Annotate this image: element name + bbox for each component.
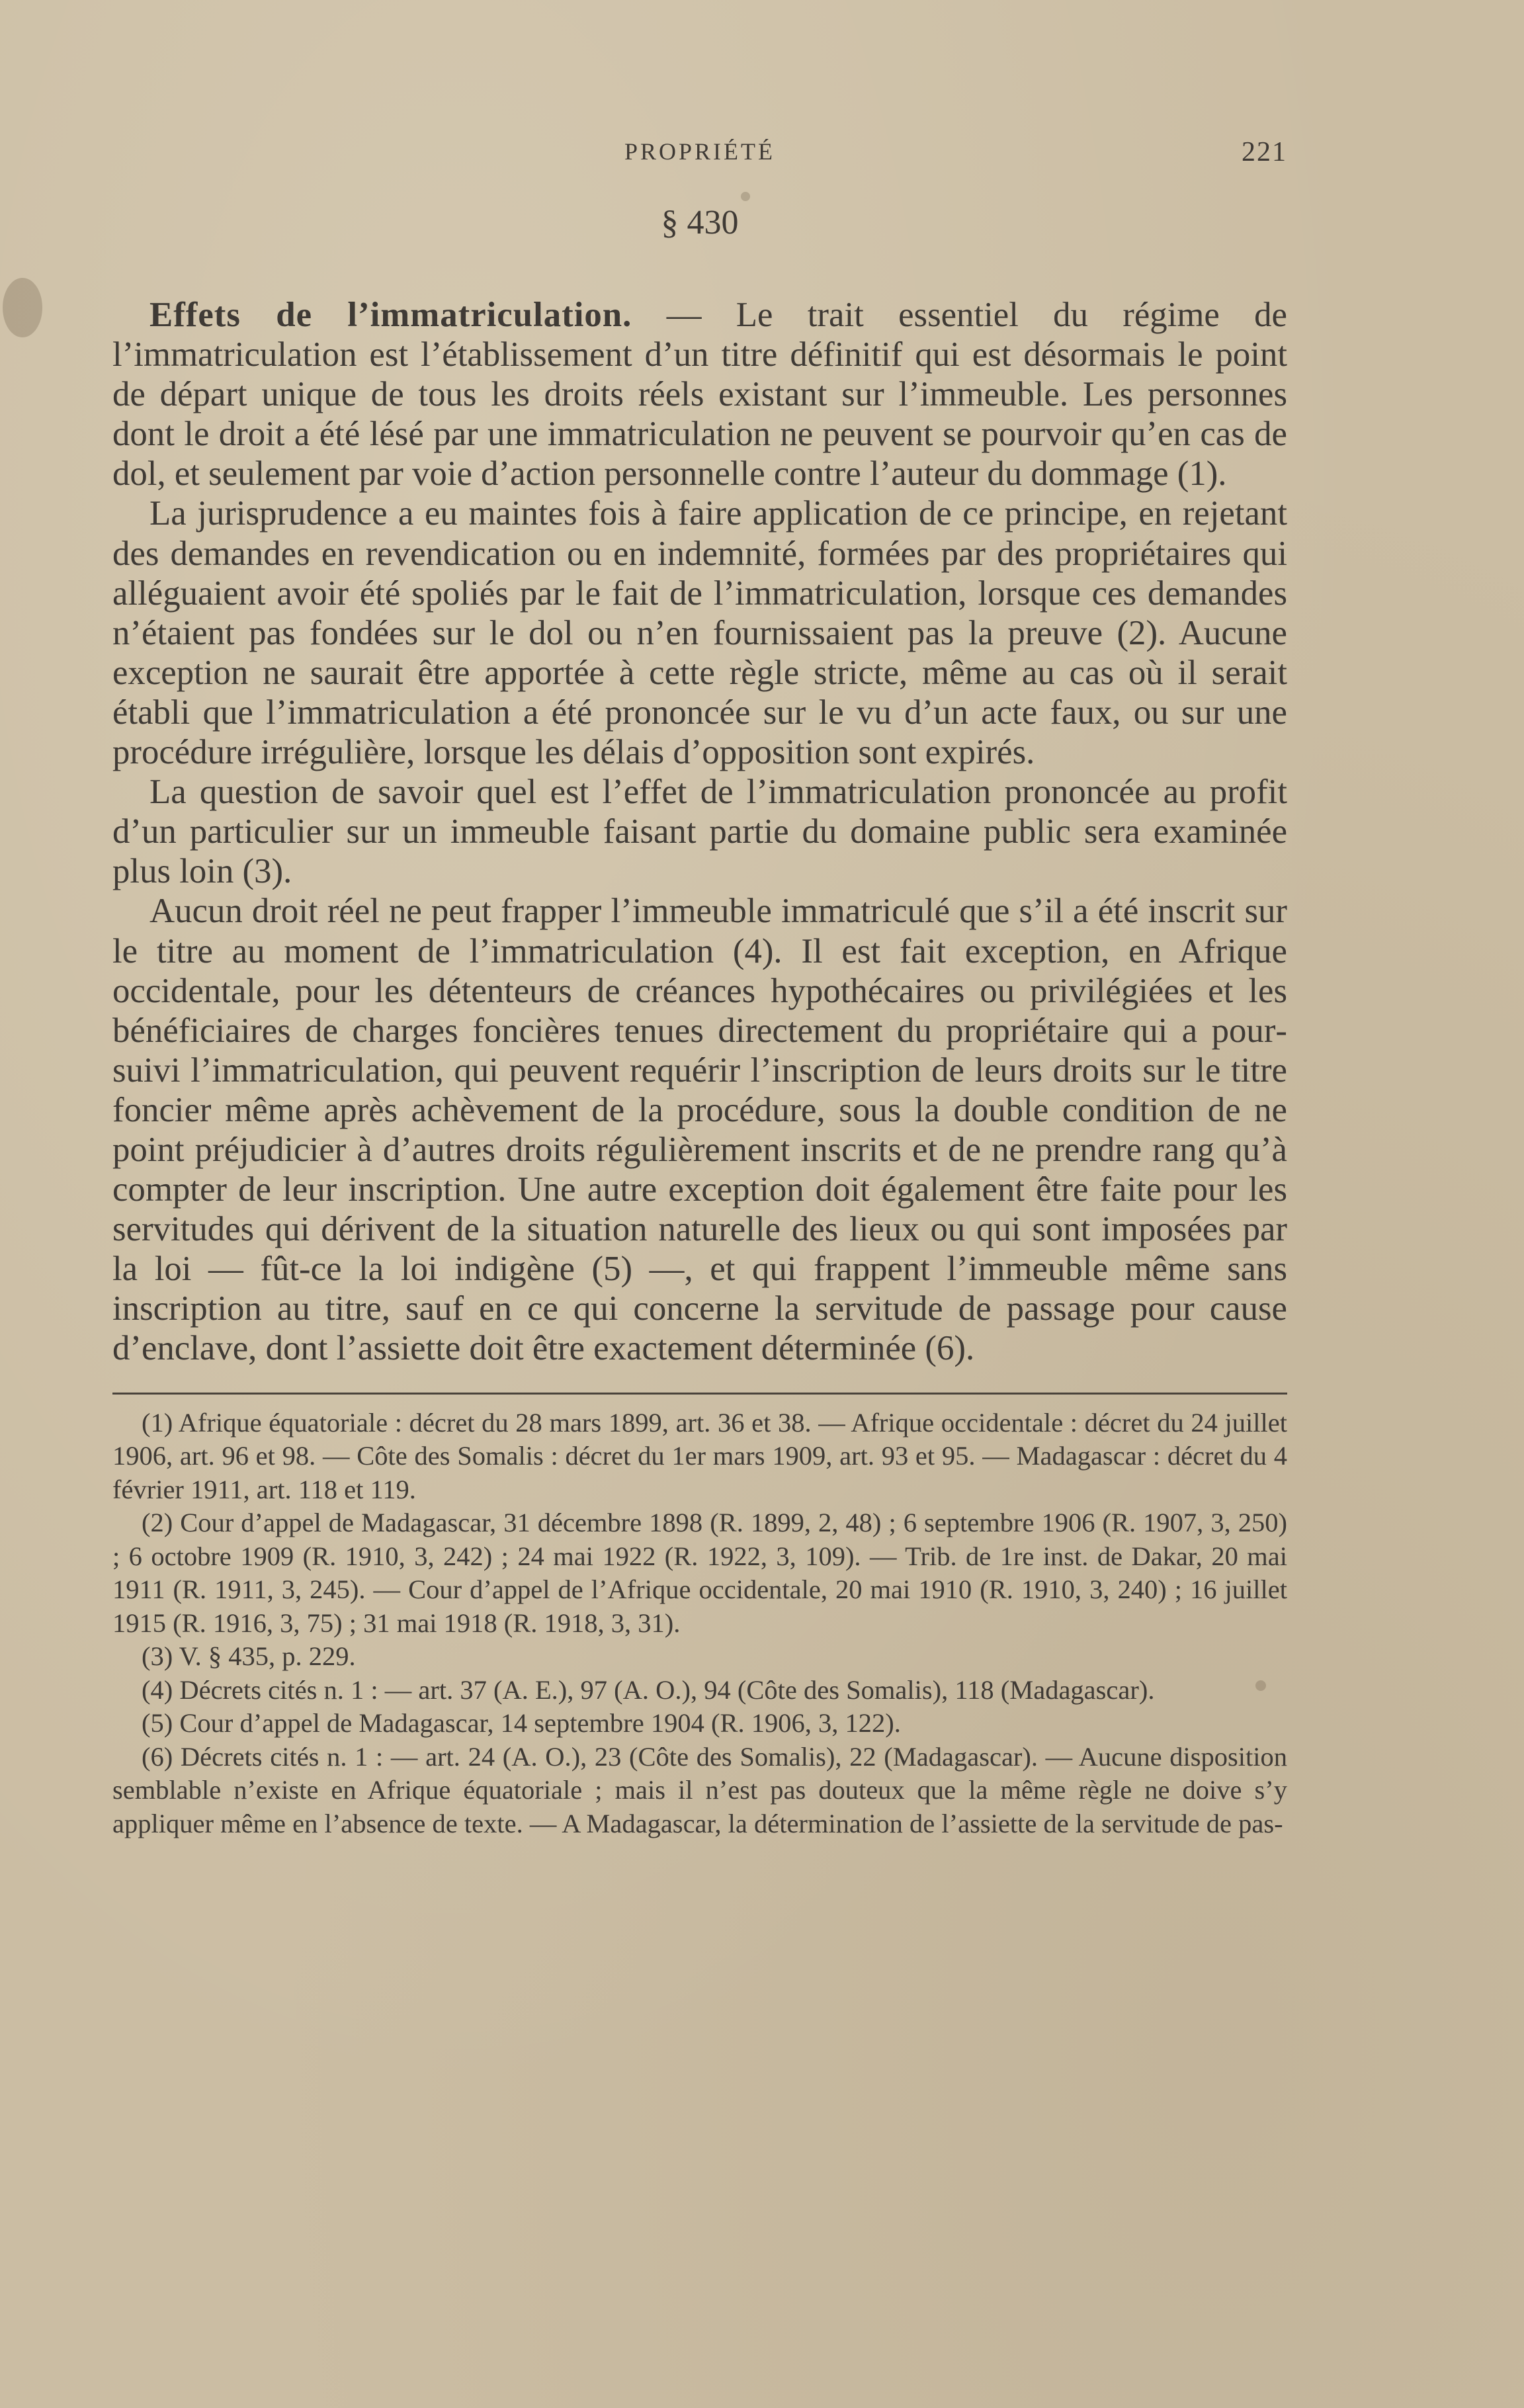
paragraph-text: — Le trait essentiel du régime de l’immatriculation est l’établissement d’un titre définitif qui est désormais le point de départ unique de tous les droits réels existant sur l’immeuble. Les personnes dont le droit a été lésé par une immatriculation ne peuvent se pourvoir qu’en cas de dol, et seulement par voie d’action personnelle contre l’auteur du dommage (1). bbox=[112, 296, 1287, 494]
page-content bbox=[112, 130, 1287, 1840]
running-head bbox=[112, 130, 1287, 169]
paragraph bbox=[112, 295, 1287, 494]
footnote-rule bbox=[112, 1393, 1287, 1395]
footnotes bbox=[112, 1406, 1287, 1841]
footnote: (2) Cour d’appel de Madagascar, 31 décembre 1898 (R. 1899, 2, 48) ; 6 septembre 1906 (R. 1907, 3, 250) ; 6 octobre 1909 (R. 1910, 3, 242) ; 24 mai 1922 (R. 1922, 3, 109). — Trib. de 1re inst. de Dakar, 20 mai 1911 (R. 1911, 3, 245). — Cour d’appel de l’Afrique occidentale, 20 mai 1910 (R. 1910, 3, 240) ; 16 juillet 1915 (R. 1916, 3, 75) ; 31 mai 1918 (R. 1918, 3, 31). bbox=[112, 1508, 1287, 1638]
footnote: (3) V. § 435, p. 229. bbox=[142, 1641, 356, 1672]
main-text bbox=[112, 295, 1287, 1369]
footnote: (6) Décrets cités n. 1 : — art. 24 (A. O.), 23 (Côte des Somalis), 22 (Madagascar). — Aucune disposition semblable n’existe en Afrique équatoriale ; mais il n’est pas douteux que la même règle ne doive s’y appliquer même en l’absence de texte. — A Madagascar, la détermination de l’assiette de la servitude de pas- bbox=[112, 1741, 1287, 1838]
footnote: (1) Afrique équatoriale : décret du 28 mars 1899, art. 36 et 38. — Afrique occidentale : décret du 24 juillet 1906, art. 96 et 98. — Côte des Somalis : décret du 1er mars 1909, art. 93 et 95. — Madagascar : décret du 4 février 1911, art. 118 et 119. bbox=[112, 1407, 1287, 1504]
footnote: (4) Décrets cités n. 1 : — art. 37 (A. E.), 97 (A. O.), 94 (Côte des Somalis), 118 (Madagascar). bbox=[142, 1674, 1155, 1705]
paragraph: Aucun droit réel ne peut frapper l’immeuble immatriculé que s’il a été inscrit sur le titre au moment de l’immatriculation (4). Il est fait exception, en Afrique occidentale, pour les détenteurs de créances hypothécaires ou privilégiées et les bénéficiaires de charges foncières tenues directement du propriétaire qui a poursuivi l’immatriculation, qui peuvent requérir l’inscription de leurs droits sur le titre foncier même après achèvement de la procédure, sous la double condition de ne point préjudicier à d’autres droits régulièrement inscrits et de ne prendre rang qu’à compter de leur inscription. Une autre exception doit également être faite pour les servitudes qui dérivent de la situation naturelle des lieux ou qui sont imposées par la loi — fût-ce la loi indigène (5) —, et qui frappent l’immeuble même sans inscription au titre, sauf en ce qui concerne la servitude de passage pour cause d’enclave, dont l’assiette doit être exactement déterminée (6). bbox=[112, 892, 1287, 1368]
paragraph: La question de savoir quel est l’effet de l’immatriculation prononcée au profit d’un particulier sur un immeuble faisant partie du domaine public sera examinée plus loin (3). bbox=[112, 773, 1287, 891]
paragraph-heading: Effets de l’immatriculation. bbox=[149, 296, 632, 334]
paragraph: La jurisprudence a eu maintes fois à faire application de ce principe, en rejetant des demandes en revendication ou en indemnité, formées par des propriétaires qui alléguaient avoir été spoliés par le fait de l’immatriculation, lorsque ces demandes n’étaient pas fondées sur le dol ou n’en fournissaient pas la preuve (2). Aucune exception ne saurait être apportée à cette règle stricte, même au cas où il serait établi que l’immatriculation a été prononcée sur le vu d’un acte faux, ou sur une procédure irrégulière, lorsque les délais d’opposition sont expirés. bbox=[112, 494, 1287, 772]
page-number: 221 bbox=[1242, 137, 1287, 167]
section-heading: § 430 bbox=[661, 204, 739, 241]
footnote: (5) Cour d’appel de Madagascar, 14 septembre 1904 (R. 1906, 3, 122). bbox=[142, 1708, 901, 1739]
running-title: PROPRIÉTÉ bbox=[624, 138, 776, 165]
paper-stain bbox=[3, 278, 42, 337]
